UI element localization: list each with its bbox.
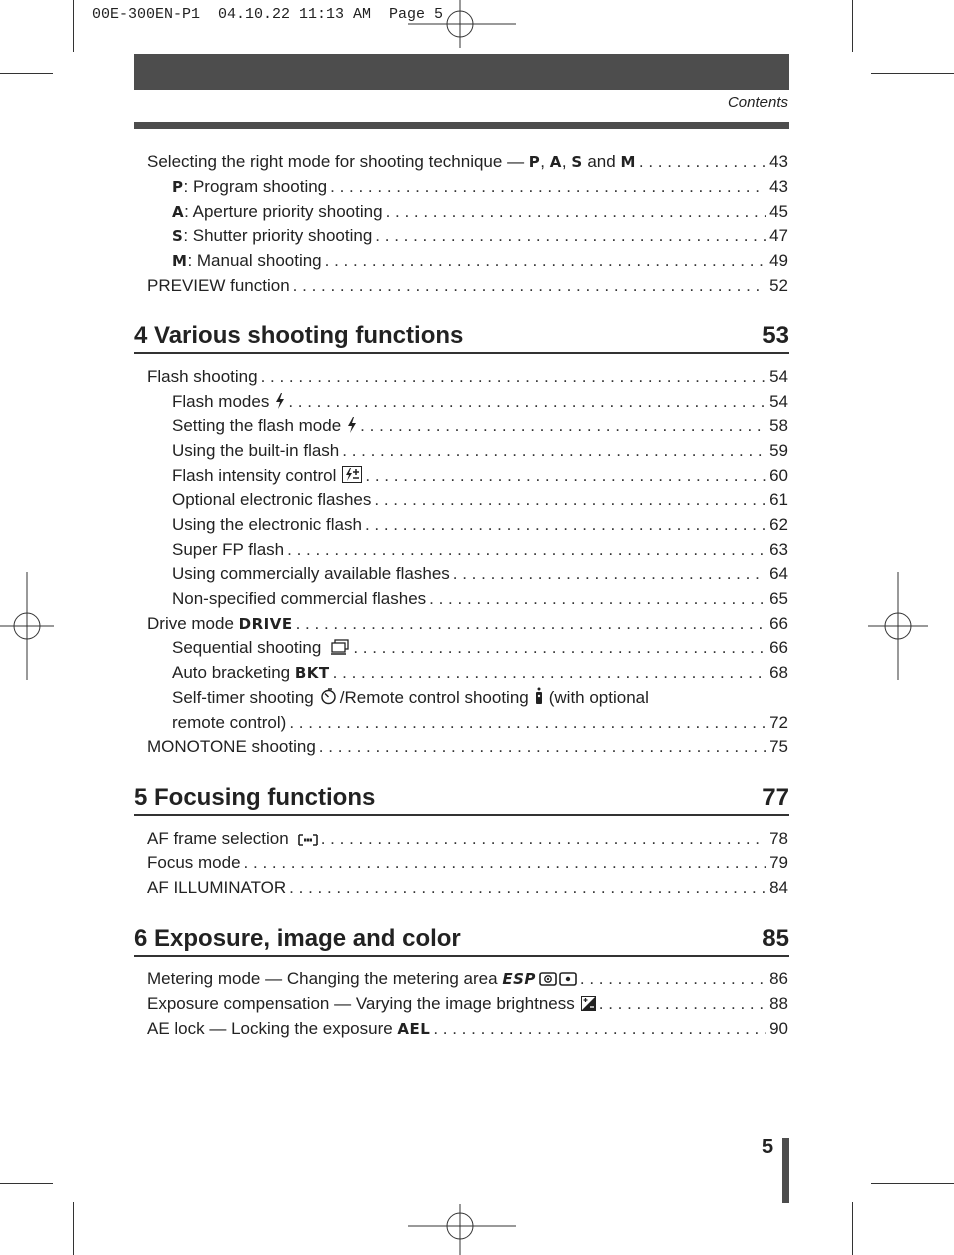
toc-entry-text: : Shutter priority shooting <box>183 226 373 245</box>
toc-entry[interactable] <box>147 849 788 873</box>
toc-entry[interactable] <box>147 990 788 1014</box>
toc-entry-title <box>172 226 372 246</box>
crop-mark <box>852 1202 853 1255</box>
toc-entry-title <box>172 638 350 658</box>
crop-mark <box>871 73 954 74</box>
separator: , <box>561 152 572 171</box>
toc-entry-title: Non-specified commercial flashes <box>172 589 427 608</box>
toc-entry-title <box>172 687 649 708</box>
toc-entry-title: Using the electronic flash <box>172 515 362 534</box>
leader-dots <box>639 152 766 172</box>
toc-page-number: 65 <box>769 589 788 608</box>
toc-entry-title: Focus mode <box>147 853 241 872</box>
toc-page-number: 45 <box>769 202 788 221</box>
leader-dots <box>580 969 766 989</box>
leader-dots <box>289 878 766 898</box>
chapter-page-number: 77 <box>762 784 789 811</box>
toc-entry[interactable] <box>172 511 788 535</box>
toc-entry[interactable] <box>172 247 788 271</box>
toc-entry-text: Flash intensity control <box>172 466 337 485</box>
toc-entry-title <box>147 829 318 849</box>
toc-entry-text: Sequential shooting <box>172 638 322 657</box>
toc-entry-title: Using the built-in flash <box>172 441 340 460</box>
leader-dots <box>453 564 766 584</box>
toc-entry[interactable] <box>147 610 788 634</box>
sequential-icon <box>330 639 350 655</box>
toc-page-number: 43 <box>769 152 788 171</box>
shutter-mode-symbol: S <box>172 227 184 245</box>
toc-entry-title: PREVIEW function <box>147 276 290 295</box>
flash-icon <box>347 417 357 433</box>
toc-entry[interactable] <box>172 684 649 708</box>
toc-entry[interactable] <box>172 634 788 658</box>
manual-mode-symbol: M <box>172 252 188 270</box>
toc-entry-title: Super FP flash <box>172 540 285 559</box>
toc-entry[interactable] <box>172 173 788 197</box>
toc-entry[interactable] <box>172 560 788 584</box>
toc-page-number: 64 <box>769 564 788 583</box>
crop-mark <box>852 0 853 52</box>
crop-mark <box>871 1183 954 1184</box>
self-timer-icon <box>320 688 337 705</box>
chapter-title: 6 Exposure, image and color <box>134 925 461 952</box>
leader-dots <box>599 994 766 1014</box>
registration-mark-bottom <box>408 1204 518 1255</box>
toc-page-number: 54 <box>769 392 788 411</box>
leader-dots <box>365 466 766 486</box>
program-mode-symbol: P <box>528 153 541 171</box>
toc-page-number: 72 <box>769 713 788 732</box>
toc-entry[interactable] <box>147 825 788 849</box>
chapter-title: 4 Various shooting functions <box>134 322 464 349</box>
toc-page-number: 88 <box>769 994 788 1013</box>
toc-entry-title <box>147 994 596 1014</box>
toc-entry[interactable] <box>147 733 788 757</box>
toc-entry-text: Metering mode — Changing the metering area <box>147 969 498 988</box>
crop-mark <box>73 0 74 52</box>
leader-dots <box>293 276 766 296</box>
toc-entry[interactable] <box>172 486 788 510</box>
leader-dots <box>288 392 766 412</box>
page-number: 5 <box>762 1136 774 1158</box>
toc-entry-text: AE lock — Locking the exposure <box>147 1019 393 1038</box>
drive-symbol: DRIVE <box>238 615 293 633</box>
toc-entry[interactable] <box>172 709 788 733</box>
toc-entry-title: Optional electronic flashes <box>172 490 372 509</box>
toc-entry-text: Exposure compensation — Varying the image brightness <box>147 994 575 1013</box>
toc-entry[interactable] <box>147 272 788 296</box>
toc-entry-title: remote control) <box>172 713 287 732</box>
chapter-page-number: 53 <box>762 322 789 349</box>
toc-entry[interactable] <box>172 222 788 246</box>
toc-entry-title: Flash shooting <box>147 367 258 386</box>
leader-dots <box>321 829 766 849</box>
aperture-mode-symbol: A <box>549 153 562 171</box>
bkt-symbol: BKT <box>294 664 330 682</box>
toc-entry-title <box>172 663 330 683</box>
crop-mark <box>73 1202 74 1255</box>
ael-symbol: AEL <box>397 1020 431 1038</box>
leader-dots <box>296 614 766 634</box>
toc-entry-title: Using commercially available flashes <box>172 564 450 583</box>
toc-entry-text: Self-timer shooting <box>172 688 314 707</box>
toc-entry-title: AF ILLUMINATOR <box>147 878 287 897</box>
toc-entry-text: Selecting the right mode for shooting technique — <box>147 152 529 171</box>
leader-dots <box>374 490 766 510</box>
toc-entry[interactable] <box>147 874 788 898</box>
leader-dots <box>261 367 767 387</box>
leader-dots <box>333 663 766 683</box>
toc-entry[interactable] <box>172 388 788 412</box>
program-mode-symbol: P <box>172 178 184 196</box>
toc-entry-title <box>172 251 322 271</box>
side-tab <box>782 1138 789 1203</box>
esp-symbol: ESP <box>502 970 536 988</box>
remote-control-icon <box>535 687 543 705</box>
leader-dots <box>386 202 767 222</box>
exposure-compensation-icon <box>581 996 596 1011</box>
leader-dots <box>375 226 766 246</box>
leader-dots <box>365 515 766 535</box>
shutter-mode-symbol: S <box>571 153 583 171</box>
toc-page-number: 86 <box>769 969 788 988</box>
toc-page-number: 49 <box>769 251 788 270</box>
registration-mark-left <box>0 572 55 682</box>
toc-entry[interactable] <box>147 1015 788 1039</box>
toc-entry[interactable] <box>172 462 788 486</box>
chapter-heading[interactable] <box>134 923 789 957</box>
toc-page-number: 68 <box>769 663 788 682</box>
leader-dots <box>319 737 766 757</box>
toc-entry-title <box>172 177 327 197</box>
toc-entry-title <box>147 969 577 989</box>
running-head: Contents <box>727 94 788 111</box>
conjunction: and <box>582 152 621 171</box>
leader-dots <box>289 713 766 733</box>
crop-mark <box>0 1183 53 1184</box>
toc-entry-title <box>147 614 293 634</box>
toc-entry[interactable] <box>172 659 788 683</box>
separator: , <box>540 152 550 171</box>
toc-entry-title <box>172 202 383 222</box>
toc-page-number: 52 <box>769 276 788 295</box>
crop-mark <box>0 73 53 74</box>
toc-entry[interactable] <box>172 198 788 222</box>
chapter-heading[interactable] <box>134 782 789 816</box>
leader-dots <box>325 251 766 271</box>
toc-entry-text: (with optional <box>548 688 649 707</box>
toc-entry[interactable] <box>172 536 788 560</box>
toc-page-number: 66 <box>769 614 788 633</box>
toc-entry[interactable] <box>147 148 788 172</box>
chapter-page-number: 85 <box>762 925 789 952</box>
leader-dots <box>433 1019 766 1039</box>
toc-entry[interactable] <box>147 965 788 989</box>
toc-page-number: 66 <box>769 638 788 657</box>
toc-page-number: 79 <box>769 853 788 872</box>
print-slug: 00E-300EN-P1 04.10.22 11:13 AM Page 5 <box>92 6 444 23</box>
toc-entry[interactable] <box>172 585 788 609</box>
chapter-title: 5 Focusing functions <box>134 784 376 811</box>
toc-entry-text: /Remote control shooting <box>339 688 529 707</box>
toc-page-number: 84 <box>769 878 788 897</box>
toc-entry-text: : Aperture priority shooting <box>184 202 383 221</box>
leader-dots <box>353 638 766 658</box>
leader-dots <box>360 416 766 436</box>
chapter-heading[interactable] <box>134 320 789 354</box>
flash-intensity-icon <box>342 466 362 483</box>
leader-dots <box>429 589 766 609</box>
toc-entry-title <box>172 416 357 436</box>
leader-dots <box>287 540 766 560</box>
toc-page-number: 63 <box>769 540 788 559</box>
toc-entry-text: AF frame selection <box>147 829 289 848</box>
toc-page-number: 78 <box>769 829 788 848</box>
toc-page-number: 54 <box>769 367 788 386</box>
toc-entry-title: MONOTONE shooting <box>147 737 316 756</box>
header-rule <box>134 122 789 129</box>
toc-entry-text: Setting the flash mode <box>172 416 342 435</box>
toc-entry-title <box>147 152 636 172</box>
toc-page-number: 75 <box>769 737 788 756</box>
toc-entry-text: Auto bracketing <box>172 663 291 682</box>
toc-page-number: 60 <box>769 466 788 485</box>
toc-entry[interactable] <box>172 412 788 436</box>
toc-page-number: 58 <box>769 416 788 435</box>
registration-mark-right <box>868 572 928 682</box>
toc-page-number: 61 <box>769 490 788 509</box>
center-weighted-icon <box>539 972 557 986</box>
toc-entry[interactable] <box>147 363 788 387</box>
aperture-mode-symbol: A <box>172 203 185 221</box>
toc-entry-text: Drive mode <box>147 614 234 633</box>
toc-entry-title <box>172 466 362 486</box>
toc-entry-title <box>172 392 285 412</box>
spot-metering-icon <box>559 972 577 986</box>
toc-page-number: 43 <box>769 177 788 196</box>
toc-page-number: 90 <box>769 1019 788 1038</box>
header-bar <box>134 54 789 90</box>
toc-entry-text: Flash modes <box>172 392 270 411</box>
toc-entry-title <box>147 1019 430 1039</box>
flash-icon <box>275 393 285 409</box>
leader-dots <box>244 853 767 873</box>
toc-page-number: 59 <box>769 441 788 460</box>
toc-page-number: 47 <box>769 226 788 245</box>
leader-dots <box>342 441 766 461</box>
leader-dots <box>330 177 766 197</box>
toc-entry[interactable] <box>172 437 788 461</box>
toc-page-number: 62 <box>769 515 788 534</box>
toc-entry-text: : Program shooting <box>183 177 328 196</box>
toc-entry-text: : Manual shooting <box>187 251 322 270</box>
manual-mode-symbol: M <box>620 153 636 171</box>
af-frame-icon <box>298 834 318 846</box>
